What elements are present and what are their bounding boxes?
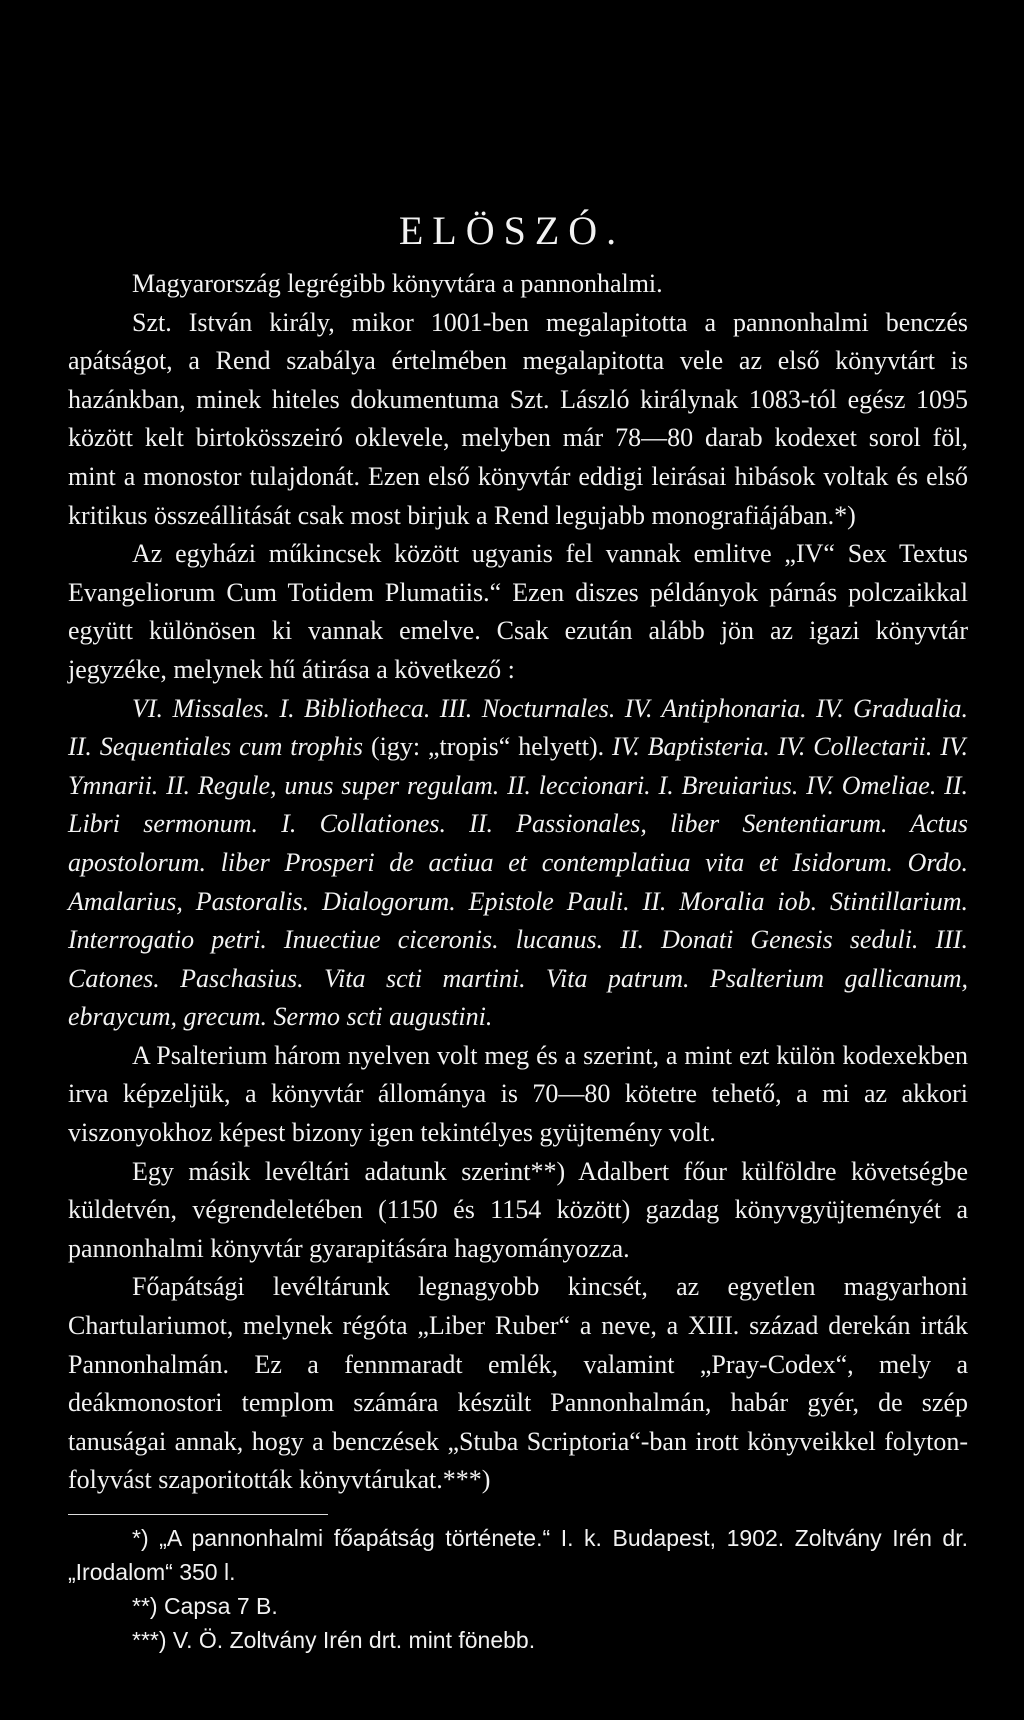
paragraph-5: Egy másik levéltári adatunk szerint**) Adalbert főur külföldre követségbe küldetvén, végrendeletében (1150 és 1154 között) gazdag könyvgyüjteményét a pannonhalmi könyvtár gyarapitására hagyományozza. bbox=[68, 1156, 968, 1263]
paragraph-4: A Psalterium három nyelven volt meg és a szerint, a mint ezt külön kodexekben irva képzeljük, a könyvtár állománya is 70—80 kötetre tehető, a mi az akkori viszonyokhoz képest bizony igen tekintélyes gyüjtemény volt. bbox=[68, 1040, 968, 1148]
footnotes bbox=[68, 1521, 968, 1657]
footnote-2: **) Capsa 7 B. bbox=[132, 1593, 278, 1619]
paragraph-3: Az egyházi műkincsek között ugyanis fel vannak emlitve „IV“ Sex Textus Evangeliorum Cum Totidem Plumatiis.“ Ezen diszes példányok párnás polczaikkal együtt különösen ki vannak emelve. Csak ezután alább jön az igazi könyvtár jegyzéke, melynek hű átirása a következő : bbox=[68, 539, 968, 684]
footnote-divider bbox=[68, 1514, 328, 1515]
book-list-part-a: VI. Missales. I. Bibliotheca. III. Nocturnales. IV. Antiphonaria. IV. Gradualia. II. Sequentiales cum trophis bbox=[68, 693, 968, 762]
preface-body bbox=[68, 265, 968, 1657]
book-list-note: (igy: „tropis“ helyett). bbox=[363, 732, 613, 762]
page-title: ELÖSZÓ. bbox=[398, 207, 626, 253]
footnote-1: *) „A pannonhalmi főapátság története.“ I. k. Budapest, 1902. Zoltvány Irén dr. „Irodalom“ 350 l. bbox=[68, 1525, 968, 1585]
footnote-3: ***) V. Ö. Zoltvány Irén drt. mint fönebb. bbox=[132, 1627, 536, 1653]
paragraph-1: Magyarország legrégibb könyvtára a pannonhalmi. bbox=[132, 269, 663, 298]
paragraph-2: Szt. István király, mikor 1001-ben megalapitotta a pannonhalmi benczés apátságot, a Rend szabálya értelmében megalapitotta vele az első könyvtárt is hazánkban, minek hiteles dokumentuma Szt. László királynak 1083-tól egész 1095 között kelt birtokösszeiró oklevele, melyben már 78—80 darab kodexet sorol föl, mint a monostor tulajdonát. Ezen első könyvtár eddigi leirásai hibások voltak és első kritikus összeállitását csak most birjuk a Rend legujabb monografiájában.*) bbox=[68, 307, 968, 530]
book-list-part-b: IV. Baptisteria. IV. Collectarii. IV. Ymnarii. II. Regule, unus super regulam. II. leccionari. I. Breuiarius. IV. Omeliae. II. Libri sermonum. I. Collationes. II. Passionales, liber Sententiarum. Actus apostolorum. liber Prosperi de actiua et contemplatiua vita et Isidorum. Ordo. Amalarius, Pastoralis. Dialogorum. Epistole Pauli. II. Moralia iob. Stintillarium. Interrogatio petri. Inuectiue ciceronis. lucanus. II. Donati Genesis seduli. III. Catones. Paschasius. Vita scti martini. Vita patrum. Psalterium gallicanum, ebraycum, grecum. Sermo scti augustini. bbox=[68, 732, 969, 1032]
book-list bbox=[68, 690, 968, 1037]
paragraph-6: Főapátsági levéltárunk legnagyobb kincsét, az egyetlen magyarhoni Chartulariumot, melynek régóta „Liber Ruber“ a neve, a XIII. század derekán irták Pannonhalmán. Ez a fennmaradt emlék, valamint „Pray-Codex“, mely a deákmonostori templom számára készült Pannonhalmán, habár gyér, de szép tanuságai annak, hogy a benczések „Stuba Scriptoria“-ban irott könyveikkel folyton-folyvást szaporitották könyvtárukat.***) bbox=[68, 1272, 968, 1495]
